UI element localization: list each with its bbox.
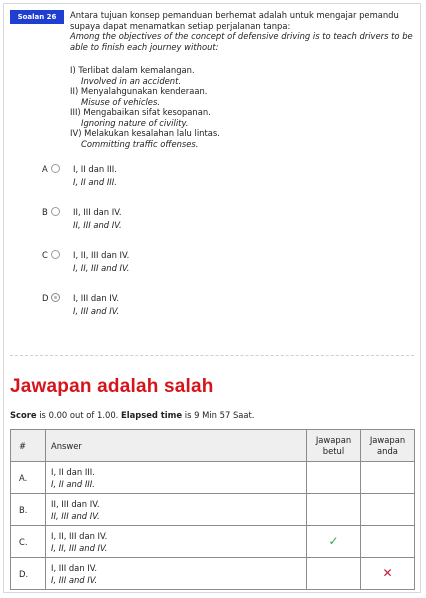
statement-list xyxy=(70,65,220,149)
option-text-ms: I, II dan III. xyxy=(73,164,117,174)
statement-item xyxy=(70,107,220,128)
option-letter: B xyxy=(42,207,48,217)
cross-icon: ✕ xyxy=(382,566,393,580)
option-letter: D xyxy=(42,293,49,303)
statement-item xyxy=(70,86,220,107)
statement-en: Ignoring nature of civility. xyxy=(81,117,189,128)
statement-ms: I) Terlibat dalam kemalangan. xyxy=(70,65,195,75)
question-text-ms: Antara tujuan konsep pemanduan berhemat adalah untuk mengajar pemandu supaya dapat menamatkan setiap perjalanan tanpa: xyxy=(70,10,399,31)
table-row xyxy=(11,526,415,558)
table-row xyxy=(11,462,415,494)
option-text-ms: I, II, III dan IV. xyxy=(73,250,130,260)
row-yours xyxy=(361,494,415,526)
row-answer-en: II, III and IV. xyxy=(51,510,100,521)
row-answer xyxy=(46,494,307,526)
option-text xyxy=(73,206,122,232)
option-text-ms: I, III dan IV. xyxy=(73,293,120,303)
option-text-en: II, III and IV. xyxy=(73,220,122,230)
row-correct xyxy=(307,558,361,590)
statement-item xyxy=(70,65,220,86)
table-header-row xyxy=(11,430,415,462)
row-yours xyxy=(361,558,415,590)
row-answer-ms: I, II dan III. xyxy=(51,466,95,477)
option-letter: C xyxy=(42,250,48,260)
row-num: C. xyxy=(11,526,46,558)
row-answer-ms: I, III dan IV. xyxy=(51,562,98,573)
question-text xyxy=(70,10,414,52)
row-num: B. xyxy=(11,494,46,526)
option-text-ms: II, III dan IV. xyxy=(73,207,122,217)
statement-item xyxy=(70,128,220,149)
elapsed-label: Elapsed time xyxy=(120,410,183,420)
option-text-en: I, II and III. xyxy=(73,177,117,187)
dashed-divider xyxy=(10,355,414,356)
option-text-en: I, III and IV. xyxy=(73,306,120,316)
score-value: is 0.00 out of 1.00. xyxy=(36,410,121,420)
header-yours: Jawapan anda xyxy=(361,430,415,462)
result-verdict: Jawapan adalah salah xyxy=(10,376,214,397)
score-line xyxy=(10,410,254,420)
header-num: # xyxy=(11,430,46,462)
row-yours xyxy=(361,462,415,494)
header-correct: Jawapan betul xyxy=(307,430,361,462)
row-correct xyxy=(307,526,361,558)
header-answer: Answer xyxy=(46,430,307,462)
row-yours xyxy=(361,526,415,558)
option-letter: A xyxy=(42,164,48,174)
row-answer-ms: I, II, III dan IV. xyxy=(51,530,108,541)
row-answer xyxy=(46,558,307,590)
row-num: A. xyxy=(11,462,46,494)
row-answer xyxy=(46,462,307,494)
elapsed-value: is 9 Min 57 Saat. xyxy=(182,410,255,420)
option-d-radio-selected[interactable] xyxy=(51,293,60,302)
check-icon: ✓ xyxy=(328,534,339,548)
statement-ms: II) Menyalahgunakan kenderaan. xyxy=(70,86,208,96)
option-b-radio[interactable] xyxy=(51,207,60,216)
table-row xyxy=(11,558,415,590)
question-text-en: Among the objectives of the concept of defensive driving is to teach drivers to be able to finish each journey without: xyxy=(70,31,413,52)
statement-en: Involved in an accident. xyxy=(81,75,182,86)
statement-ms: III) Mengabaikan sifat kesopanan. xyxy=(70,107,211,117)
score-label: Score xyxy=(10,410,37,420)
option-text-en: I, II, III and IV. xyxy=(73,263,130,273)
row-answer-en: I, III and IV. xyxy=(51,574,98,585)
statement-en: Committing traffic offenses. xyxy=(81,138,199,149)
row-correct xyxy=(307,462,361,494)
row-answer-ms: II, III dan IV. xyxy=(51,498,100,509)
statement-en: Misuse of vehicles. xyxy=(81,96,160,107)
option-text xyxy=(73,292,119,318)
option-c-radio[interactable] xyxy=(51,250,60,259)
table-row xyxy=(11,494,415,526)
answer-table xyxy=(10,429,415,590)
option-text xyxy=(73,249,129,275)
question-panel xyxy=(3,3,421,593)
statement-ms: IV) Melakukan kesalahan lalu lintas. xyxy=(70,128,220,138)
option-text xyxy=(73,163,117,189)
question-number-badge: Soalan 26 xyxy=(10,10,64,24)
row-correct xyxy=(307,494,361,526)
row-answer-en: I, II, III and IV. xyxy=(51,542,108,553)
row-num: D. xyxy=(11,558,46,590)
row-answer xyxy=(46,526,307,558)
option-a-radio[interactable] xyxy=(51,164,60,173)
row-answer-en: I, II and III. xyxy=(51,478,95,489)
